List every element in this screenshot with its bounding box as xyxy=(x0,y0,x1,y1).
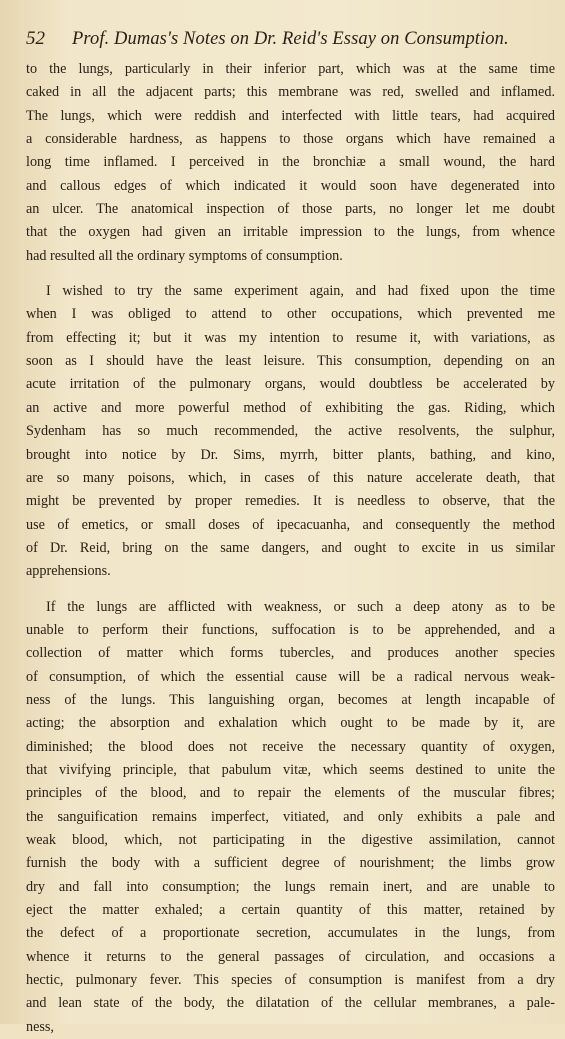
text-line: soon as I should have the least leisure. This consumption, depending on an xyxy=(26,353,555,370)
text-line: If the lungs are afflicted with weakness, or such a deep atony as to be xyxy=(46,598,555,615)
text-line: use of emetics, or small doses of ipecacuanha, and consequently the method xyxy=(26,516,555,533)
text-line: I wished to try the same experiment again, and had fixed upon the time xyxy=(46,283,555,300)
text-line: apprehensions. xyxy=(26,563,111,580)
text-line: acute irritation of the pulmonary organs, would doubtless be accelerated by xyxy=(26,376,555,393)
text-line: that vivifying principle, that pabulum vitæ, which seems destined to unite the xyxy=(26,761,555,778)
text-line: ness, xyxy=(26,1018,54,1035)
text-line: principles of the blood, and to repair the elements of the muscular fibres; xyxy=(26,785,555,802)
text-line: weak blood, which, not participating in the digestive assimilation, cannot xyxy=(26,832,555,848)
text-line: the sanguification remains imperfect, vitiated, and only exhibits a pale and xyxy=(26,808,555,825)
text-line: acting; the absorption and exhalation which ought to be made by it, are xyxy=(26,715,555,732)
paragraph-3 xyxy=(26,596,555,1039)
text-line: and lean state of the body, the dilatation of the cellular membranes, a pale- xyxy=(26,995,555,1012)
page-number: 52 xyxy=(26,28,45,49)
text-line: whence it returns to the general passages of circulation, and occasions a xyxy=(26,948,555,965)
text-line: an active and more powerful method of exhibiting the gas. Riding, which xyxy=(26,399,555,416)
text-line: furnish the body with a sufficient degree of nourishment; the limbs grow xyxy=(26,855,555,872)
running-head: Prof. Dumas's Notes on Dr. Reid's Essay on Consumption. xyxy=(72,29,509,49)
text-line: long time inflamed. I perceived in the bronchiæ a small wound, the hard xyxy=(26,154,555,171)
text-line: diminished; the blood does not receive the necessary quantity of oxygen, xyxy=(26,738,555,755)
text-line: are so many poisons, which, in cases of this nature accelerate death, that xyxy=(26,469,555,486)
text-line: collection of matter which forms tubercles, and produces another species xyxy=(26,645,555,662)
paragraph-1 xyxy=(26,58,555,268)
text-line: when I was obliged to attend to other occupations, which prevented me xyxy=(26,306,555,323)
text-line: of Dr. Reid, bring on the same dangers, and ought to excite in us similar xyxy=(26,539,555,556)
text-line: a considerable hardness, as happens to those organs which have remained a xyxy=(26,131,555,148)
text-line: brought into notice by Dr. Sims, myrrh, bitter plants, bathing, and kino, xyxy=(26,446,555,463)
text-line: hectic, pulmonary fever. This species of consumption is manifest from a dry xyxy=(26,972,555,989)
text-line: unable to perform their functions, suffocation is to be apprehended, and a xyxy=(26,621,555,638)
text-line: the defect of a proportionate secretion, accumulates in the lungs, from xyxy=(26,925,555,942)
text-line: from effecting it; but it was my intention to resume it, with variations, as xyxy=(26,329,555,346)
text-line: to the lungs, particularly in their inferior part, which was at the same time xyxy=(26,61,555,77)
text-line: The lungs, which were reddish and interfected with little tears, had acquired xyxy=(26,107,555,124)
text-line: had resulted all the ordinary symptoms of consumption. xyxy=(26,247,343,264)
text-line: dry and fall into consumption; the lungs remain inert, and are unable to xyxy=(26,878,555,895)
text-line: might be prevented by proper remedies. It is needless to observe, that the xyxy=(26,493,555,510)
text-line: an ulcer. The anatomical inspection of those parts, no longer let me doubt xyxy=(26,201,555,218)
text-line: ness of the lungs. This languishing organ, becomes at length incapable of xyxy=(26,691,555,708)
text-line: caked in all the adjacent parts; this membrane was red, swelled and inflamed. xyxy=(26,84,555,101)
text-line: eject the matter exhaled; a certain quantity of this matter, retained by xyxy=(26,902,555,919)
page-header xyxy=(26,28,555,58)
text-line: Sydenham has so much recommended, the active resolvents, the sulphur, xyxy=(26,423,555,440)
text-line: and callous edges of which indicated it would soon have degenerated into xyxy=(26,177,555,194)
text-line: that the oxygen had given an irritable impression to the lungs, from whence xyxy=(26,224,555,241)
paragraph-2 xyxy=(26,280,555,583)
text-line: of consumption, of which the essential cause will be a radical nervous weak- xyxy=(26,668,555,685)
